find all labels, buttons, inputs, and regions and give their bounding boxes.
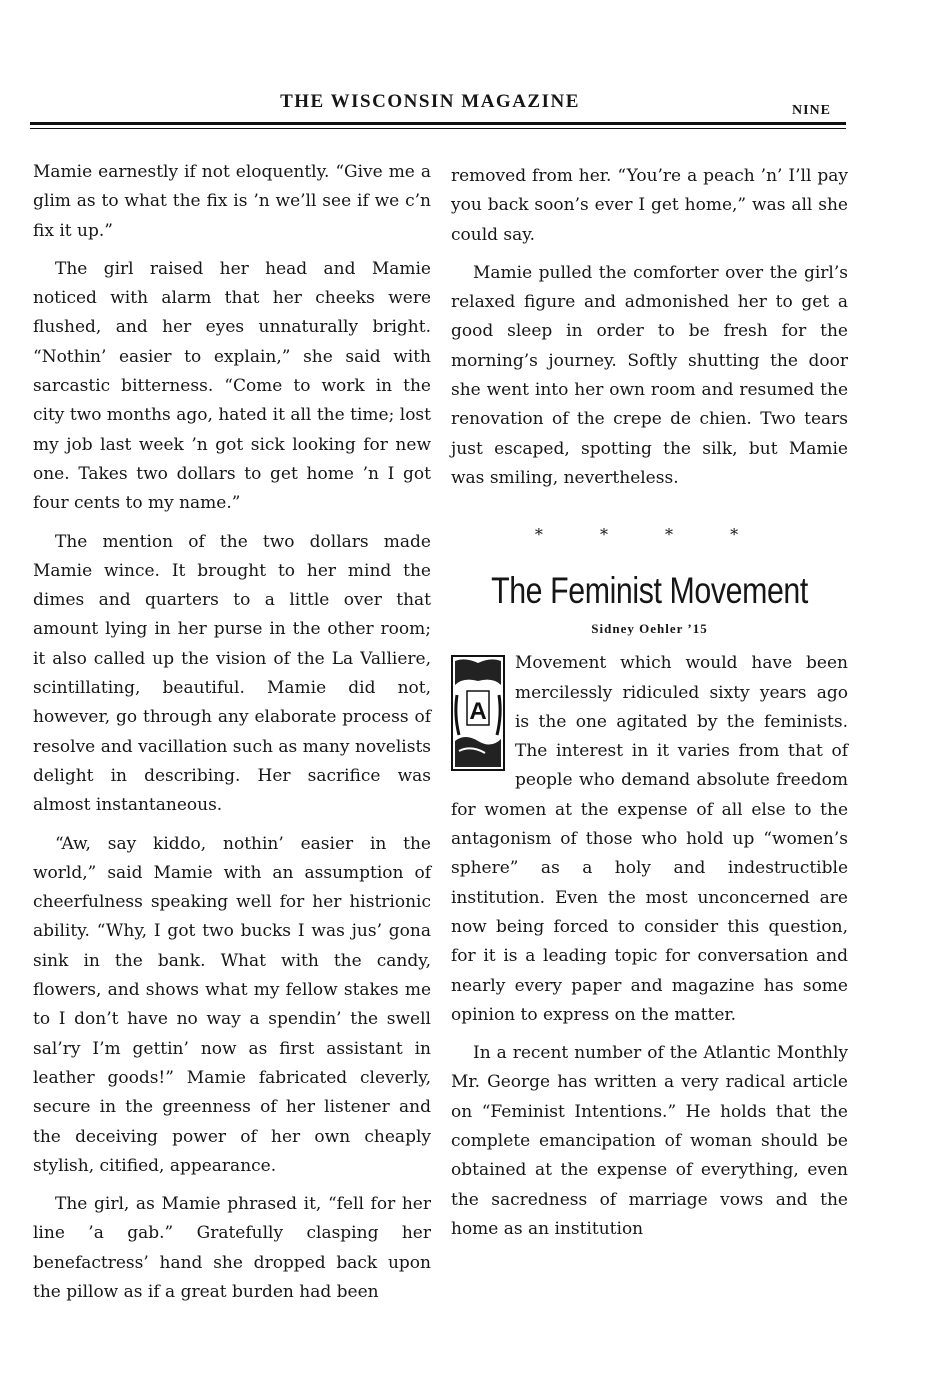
header-rule-thick [30, 122, 846, 125]
left-column [33, 158, 431, 1316]
section-separator: * * * * [534, 525, 765, 545]
drop-cap-letter: A [469, 698, 487, 726]
page-number: NINE [792, 103, 832, 118]
drop-cap-illustration [451, 655, 505, 771]
header-rule-thin [30, 128, 846, 129]
paragraph: Mamie earnestly if not eloquently. “Give me a glim as to what the fix is ’n we’ll see if we c’n fix it up.” [33, 162, 431, 241]
right-column [451, 162, 848, 1253]
paragraph: The mention of the two dollars made Mamie wince. It brought to her mind the dimes and quarters to a little over that amount lying in her purse in the other room; it also called up the vision of the La Valliere, scintillating, beautiful. Mamie did not, however, go through any elaborate process of resolve and vacillation such as many novelists delight in describing. Her sacrifice was almost instantaneous. [33, 531, 431, 816]
magazine-title: THE WISCONSIN MAGAZINE [280, 91, 580, 112]
article-byline: Sidney Oehler ’15 [591, 621, 708, 637]
paragraph: In a recent number of the Atlantic Monthly Mr. George has written a very radical article on “Feminist Intentions.” He holds that the complete emancipation of woman should be obtained at the expense of everything, even the sacredness of marriage vows and the home as an institution [451, 1043, 848, 1239]
paragraph: removed from her. “You’re a peach ’n’ I’ll pay you back soon’s ever I get home,” was all she could say. [451, 166, 848, 245]
paragraph: The girl, as Mamie phrased it, “fell for her line ’a gab.” Gratefully clasping her benefactress’ hand she dropped back upon the pillow as if a great burden had been [33, 1194, 431, 1302]
paragraph: “Aw, say kiddo, nothin’ easier in the world,” said Mamie with an assumption of cheerfulness speaking well for her histrionic ability. “Why, I got two bucks I was jus’ gona sink in the bank. What with the candy, flowers, and shows what my fellow stakes me to I don’t have no way a spendin’ the swell sal’ry I’m gettin’ now as first assistant in leather goods!” Mamie fabricated cleverly, secure in the greenness of her listener and the deceiving power of her own cheaply stylish, citified, appearance. [33, 833, 431, 1176]
article-title: The Feminist Movement [491, 570, 808, 612]
paragraph: The girl raised her head and Mamie noticed with alarm that her cheeks were flushed, and her eyes unnaturally bright. “Nothin’ easier to explain,” she said with sarcastic bitterness. “Come to work in the city two months ago, hated it all the time; lost my job last week ’n got sick looking for new one. Takes two dollars to get home ’n I got four cents to my name.” [33, 258, 431, 514]
paragraph: Movement which would have been mercilessly ridiculed sixty years ago is the one agitated by the feminists. The interest in it varies from that of people who demand absolute freedom for women at the expense of all else to the antagonism of those who hold up “women’s sphere” as a holy and indestructible institution. Even the most unconcerned are now being forced to consider this question, for it is a leading topic for conversation and nearly every paper and magazine has some opinion to express on the matter. [451, 653, 848, 1025]
paragraph: Mamie pulled the comforter over the girl’s relaxed figure and admonished her to get a good sleep in order to be fresh for the morning’s journey. Softly shutting the door she went into her own room and resumed the renovation of the crepe de chien. Two tears just escaped, spotting the silk, but Mamie was smiling, nevertheless. [451, 262, 848, 488]
